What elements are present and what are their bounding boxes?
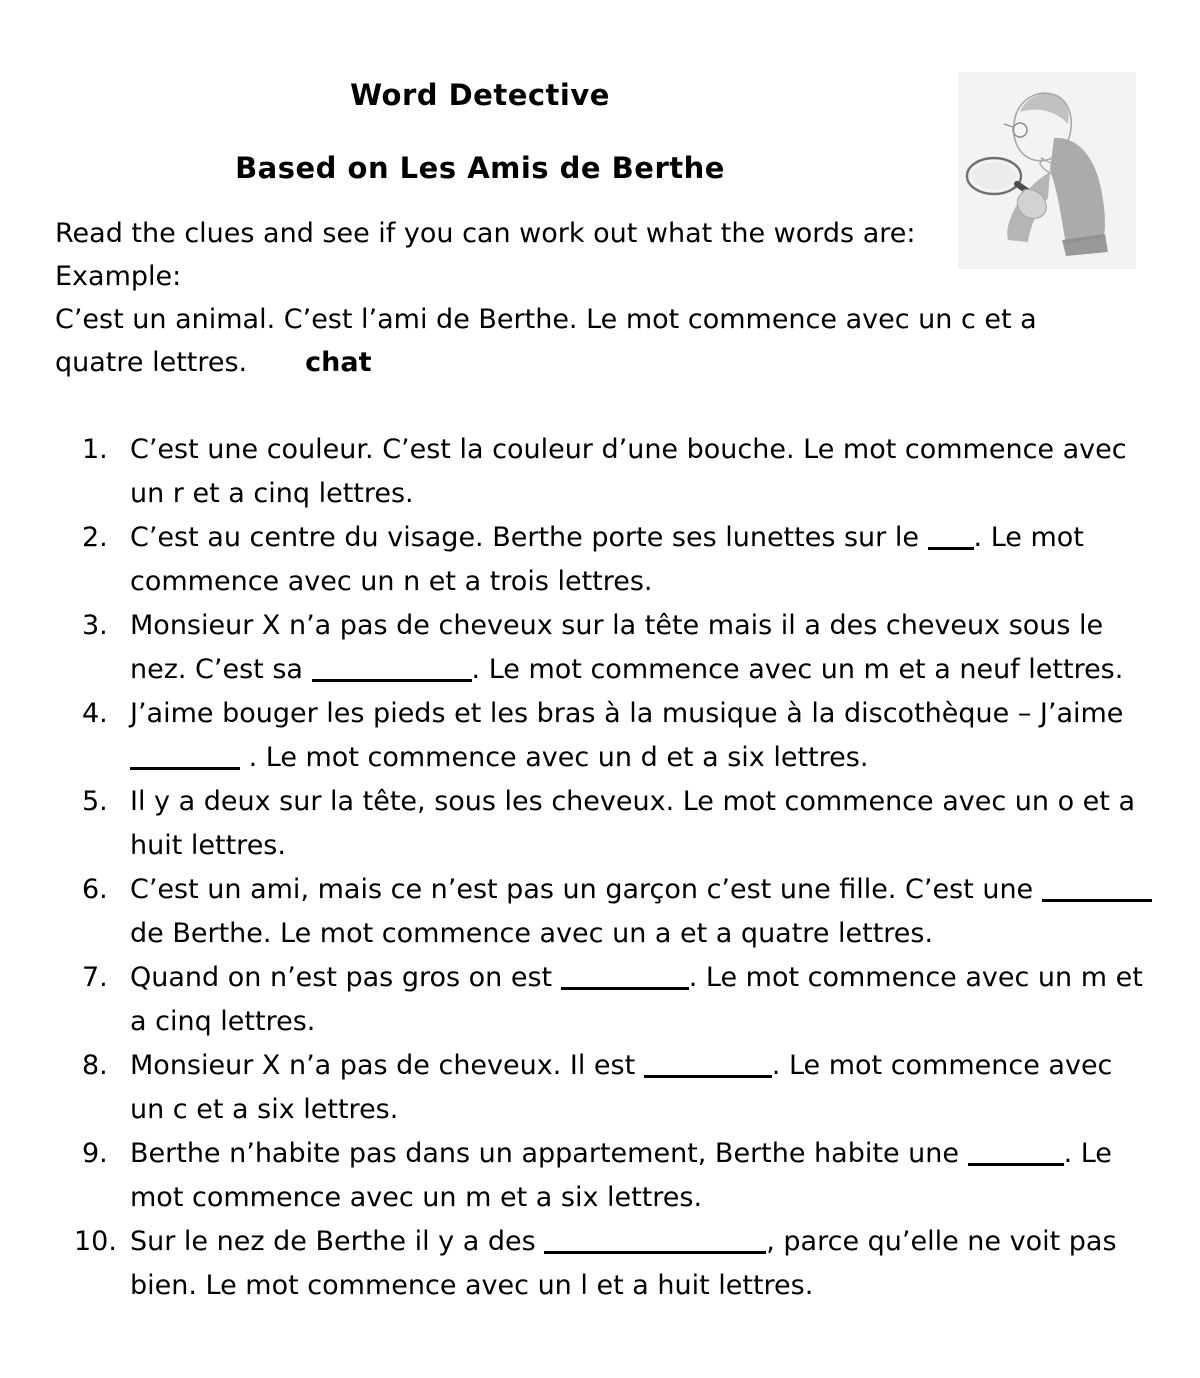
- clue-text-after-blank: . Le mot commence avec un n et a trois lettres.: [130, 522, 1084, 597]
- page-title: Word Detective: [350, 78, 610, 112]
- example-answer: chat: [305, 347, 372, 378]
- clue-text-after-blank: . Le mot commence avec un m et a six lettres.: [130, 1138, 1112, 1213]
- clue-item: [82, 868, 1152, 956]
- clue-text-before-blank: Monsieur X n’a pas de cheveux. Il est: [130, 1050, 644, 1081]
- clue-text: [130, 604, 1152, 692]
- clue-item: [82, 692, 1152, 780]
- clue-text-before-blank: Il y a deux sur la tête, sous les cheveux. Le mot commence avec un o et a huit lettres.: [130, 786, 1136, 861]
- clue-text-before-blank: C’est une couleur. C’est la couleur d’une bouche. Le mot commence avec un r et a cinq lettres.: [130, 434, 1127, 509]
- clue-item: [82, 428, 1152, 516]
- clue-text-before-blank: Quand on n’est pas gros on est: [130, 962, 561, 993]
- clue-text: [130, 780, 1152, 868]
- clue-text-before-blank: Monsieur X n’a pas de cheveux sur la tête mais il a des cheveux sous le nez. C’est sa: [130, 610, 1104, 685]
- clue-text-after-blank: . Le mot commence avec un d et a six lettres.: [240, 742, 869, 773]
- clue-text-after-blank: . Le mot commence avec un c et a six lettres.: [130, 1050, 1113, 1125]
- clue-text: [130, 692, 1152, 780]
- title-block: [0, 78, 960, 186]
- clue-item: [82, 1132, 1152, 1220]
- answer-blank[interactable]: [561, 967, 689, 990]
- clue-list: [74, 428, 1152, 1308]
- clue-number: 2.: [82, 522, 108, 553]
- clue-text: [130, 428, 1152, 516]
- clue-number: 3.: [82, 610, 108, 641]
- clue-text: [130, 868, 1152, 956]
- clue-number: 7.: [82, 962, 108, 993]
- clue-text-after-blank: . Le mot commence avec un m et a cinq lettres.: [130, 962, 1143, 1037]
- clue-text: [130, 1044, 1152, 1132]
- answer-blank[interactable]: [644, 1055, 772, 1078]
- answer-blank[interactable]: [1042, 879, 1152, 902]
- page-subtitle: Based on Les Amis de Berthe: [235, 150, 725, 185]
- clue-text-after-blank: . Le mot commence avec un m et a neuf lettres.: [471, 654, 1124, 685]
- clue-item: [74, 1220, 1152, 1308]
- clue-text: [130, 1132, 1152, 1220]
- clue-text-before-blank: C’est au centre du visage. Berthe porte ses lunettes sur le: [130, 522, 928, 553]
- clue-number: 10.: [74, 1226, 117, 1257]
- clue-text: [130, 516, 1152, 604]
- clue-text-before-blank: C’est un ami, mais ce n’est pas un garçon c’est une fille. C’est une: [130, 874, 1042, 905]
- clue-text-before-blank: J’aime bouger les pieds et les bras à la musique à la discothèque – J’aime: [130, 698, 1124, 729]
- clue-text: [130, 956, 1152, 1044]
- example-sentence: [55, 298, 1095, 384]
- clue-number: 5.: [82, 786, 108, 817]
- clue-item: [82, 516, 1152, 604]
- clue-text: [130, 1220, 1152, 1308]
- clue-text-before-blank: Sur le nez de Berthe il y a des: [130, 1226, 545, 1257]
- example-label: Example:: [55, 261, 182, 292]
- answer-blank[interactable]: [928, 527, 974, 550]
- clue-number: 1.: [82, 434, 108, 465]
- example-sentence-text: C’est un animal. C’est l’ami de Berthe. Le mot commence avec un c et a quatre lettres.: [55, 304, 1046, 378]
- clue-item: [82, 956, 1152, 1044]
- answer-blank[interactable]: [968, 1143, 1064, 1166]
- clue-number: 8.: [82, 1050, 108, 1081]
- answer-blank[interactable]: [312, 659, 472, 682]
- clue-number: 4.: [82, 698, 108, 729]
- intro-block: [55, 212, 1115, 384]
- clue-number: 9.: [82, 1138, 108, 1169]
- clue-text-before-blank: Berthe n’habite pas dans un appartement, Berthe habite une: [130, 1138, 968, 1169]
- answer-blank[interactable]: [130, 747, 240, 770]
- answer-blank[interactable]: [544, 1231, 766, 1254]
- clue-item: [82, 1044, 1152, 1132]
- clue-item: [82, 604, 1152, 692]
- instructions-text: Read the clues and see if you can work out what the words are:: [55, 218, 916, 249]
- clue-item: [82, 780, 1152, 868]
- clue-number: 6.: [82, 874, 108, 905]
- clue-text-after-blank: de Berthe. Le mot commence avec un a et a quatre lettres.: [130, 918, 934, 949]
- clue-text-after-blank: , parce qu’elle ne voit pas bien. Le mot commence avec un l et a huit lettres.: [130, 1226, 1117, 1301]
